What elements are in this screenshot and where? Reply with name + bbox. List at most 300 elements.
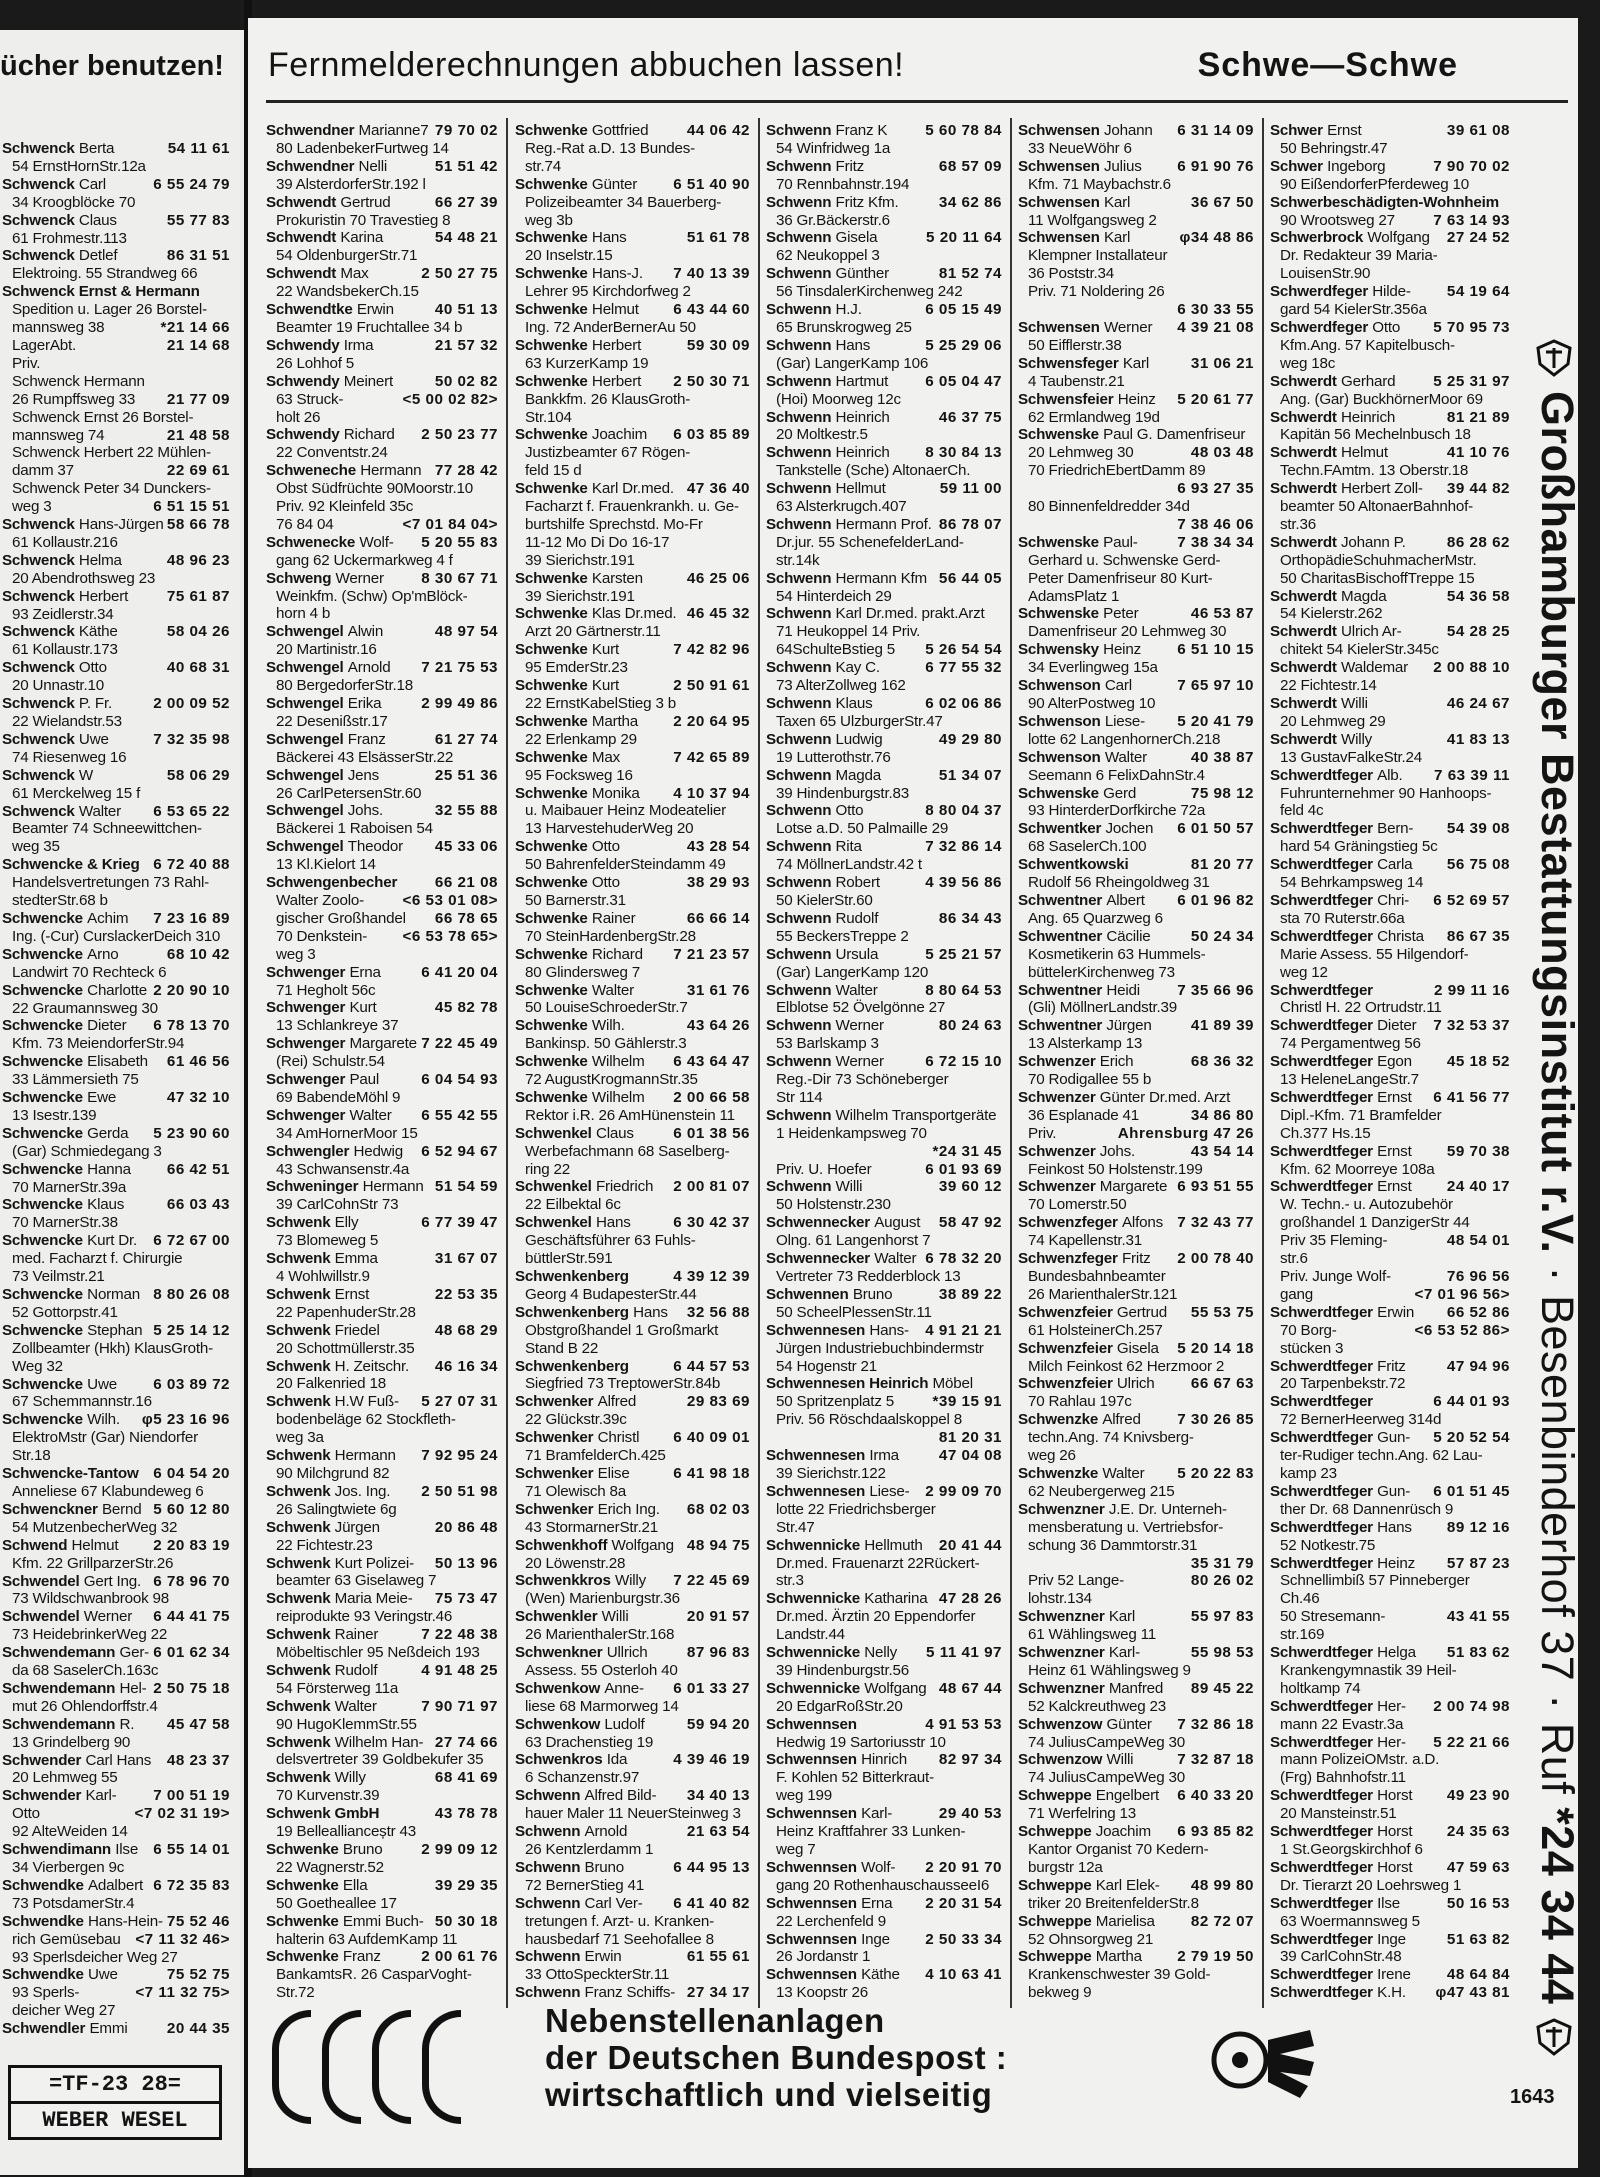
entry-phone: 7 32 86 14 bbox=[925, 838, 1002, 856]
directory-entry bbox=[1018, 1035, 1254, 1053]
entry-detail: Polizeibeamter 34 Bauerberg- bbox=[525, 193, 722, 211]
entry-detail: 74 JuliusCampeWeg 30 bbox=[1028, 1733, 1185, 1751]
directory-entry bbox=[515, 498, 750, 516]
directory-entry bbox=[766, 1501, 1002, 1519]
entry-detail: 39 Hindenburgstr.83 bbox=[776, 784, 909, 802]
entry-phone: 66 66 14 bbox=[686, 909, 750, 927]
entry-phone: <7 01 96 56> bbox=[1414, 1285, 1510, 1303]
directory-entry bbox=[1018, 1823, 1254, 1841]
entry-phone: 66 21 08 bbox=[434, 874, 498, 892]
entry-detail: 54 ErnstHornStr.12a bbox=[12, 157, 146, 175]
entry-detail: Vertreter 73 Redderblock 13 bbox=[776, 1268, 961, 1285]
entry-name: Schwendel bbox=[2, 1608, 80, 1626]
entry-name: Schwencke bbox=[2, 1160, 83, 1178]
directory-entry bbox=[766, 1680, 1002, 1698]
entry-detail: Elektroing. 55 Strandweg 66 bbox=[12, 265, 198, 283]
entry-phone: 61 55 61 bbox=[686, 1948, 750, 1966]
directory-entry bbox=[766, 1984, 1002, 2002]
entry-detail: Cäcilie bbox=[1106, 927, 1151, 945]
directory-entry bbox=[1270, 1071, 1510, 1089]
entry-name: Schwerdtfeger bbox=[1270, 1966, 1373, 1984]
directory-entry bbox=[515, 1465, 750, 1483]
entry-detail: Anne- bbox=[604, 1679, 644, 1697]
directory-entry bbox=[2, 1537, 230, 1555]
entry-detail: Heinz bbox=[1377, 1554, 1415, 1572]
directory-entry bbox=[2, 1340, 230, 1358]
directory-entry bbox=[1270, 176, 1510, 194]
directory-entry bbox=[515, 140, 750, 158]
directory-entry bbox=[2, 1823, 230, 1841]
entry-detail: 70 FriedrichEbertDamm 89 bbox=[1028, 462, 1206, 480]
entry-phone: 6 03 89 72 bbox=[153, 1375, 230, 1393]
entry-phone: 7 21 75 53 bbox=[421, 659, 498, 677]
entry-detail: Walter bbox=[1102, 1464, 1145, 1482]
entry-detail: 4 Wohlwillstr.9 bbox=[276, 1268, 370, 1285]
entry-phone: 41 89 39 bbox=[1190, 1017, 1254, 1035]
directory-entry bbox=[766, 964, 1002, 982]
entry-name: Schwenck bbox=[2, 730, 75, 748]
entry-detail: Rainer bbox=[334, 1626, 379, 1644]
entry-detail: 56 TinsdalerKirchenweg 242 bbox=[776, 283, 963, 301]
entry-detail: Magda bbox=[1341, 587, 1387, 605]
entry-detail: August bbox=[874, 1214, 921, 1232]
directory-entry bbox=[766, 1125, 1002, 1143]
entry-detail: 70 Rodigallee 55 b bbox=[1028, 1071, 1152, 1089]
entry-detail: Günter bbox=[591, 175, 638, 193]
directory-entry bbox=[515, 1107, 750, 1125]
entry-phone: <6 53 01 08> bbox=[402, 891, 498, 909]
directory-entry bbox=[1270, 1286, 1510, 1304]
entry-detail: 90 Wrootsweg 27 bbox=[1280, 211, 1395, 229]
entry-detail: 73 PotsdamerStr.4 bbox=[12, 1894, 135, 1912]
entry-name: Schwenke bbox=[266, 1948, 339, 1966]
entry-name: Schwerdtfeger bbox=[1270, 1823, 1373, 1841]
directory-entry bbox=[266, 1787, 498, 1805]
entry-phone: 27 74 66 bbox=[434, 1733, 498, 1751]
entry-name: Schwenkow bbox=[515, 1679, 601, 1697]
entry-detail: Hans bbox=[835, 336, 871, 354]
entry-name: Schwencke & Krieg bbox=[2, 856, 140, 874]
entry-detail: weg 18c bbox=[1280, 354, 1336, 372]
directory-entry bbox=[266, 1555, 498, 1573]
facing-page bbox=[0, 30, 244, 2175]
directory-entry bbox=[766, 1304, 1002, 1322]
directory-entry bbox=[1270, 426, 1510, 444]
directory-entry bbox=[266, 122, 498, 140]
directory-entry bbox=[2, 2020, 230, 2035]
entry-detail: Weg 32 bbox=[12, 1357, 63, 1375]
entry-detail: Karl- bbox=[861, 1805, 893, 1823]
directory-entry bbox=[515, 1734, 750, 1752]
directory-entry bbox=[766, 856, 1002, 874]
entry-detail: 90 AlterPostweg 10 bbox=[1028, 695, 1156, 712]
directory-entry bbox=[515, 767, 750, 785]
entry-detail: Walter bbox=[874, 1250, 917, 1268]
directory-entry bbox=[515, 695, 750, 713]
directory-entry bbox=[1270, 462, 1510, 480]
entry-detail: 90 Milchgrund 82 bbox=[276, 1464, 390, 1482]
directory-entry bbox=[266, 1196, 498, 1214]
entry-detail: 69 BabendeMöhl 9 bbox=[276, 1088, 401, 1106]
entry-phone: 7 38 46 06 bbox=[1177, 515, 1254, 533]
directory-entry bbox=[515, 641, 750, 659]
entry-detail: Gerhard bbox=[1341, 372, 1396, 390]
directory-entry bbox=[766, 176, 1002, 194]
column-divider bbox=[758, 118, 760, 2008]
entry-phone: 6 05 04 47 bbox=[925, 372, 1002, 390]
entry-phone: 5 20 52 54 bbox=[1433, 1429, 1510, 1447]
directory-entry bbox=[515, 1805, 750, 1823]
entry-detail: 72 BernerStieg 41 bbox=[525, 1876, 645, 1894]
directory-entry bbox=[1270, 534, 1510, 552]
entry-name: Schwengel bbox=[266, 802, 344, 820]
entry-detail: Ernst bbox=[334, 1285, 370, 1303]
entry-detail: Friedrich bbox=[595, 1178, 654, 1196]
entry-name: Schwennicke bbox=[766, 1679, 861, 1697]
directory-entry bbox=[2, 588, 230, 606]
entry-name: Schwender bbox=[2, 1751, 82, 1769]
entry-name: Schwenck bbox=[2, 802, 75, 820]
directory-entry bbox=[1018, 1913, 1254, 1931]
directory-entry bbox=[515, 176, 750, 194]
entry-name: Schwenk bbox=[266, 1554, 331, 1572]
listing-column-4 bbox=[1018, 122, 1254, 2003]
entry-phone: 47 32 10 bbox=[166, 1089, 230, 1107]
entry-detail: 71 Heukoppel 14 Priv. bbox=[776, 623, 921, 641]
entry-detail: Anneliese 67 Klabundeweg 6 bbox=[12, 1482, 204, 1500]
entry-detail: Richard bbox=[591, 945, 643, 963]
entry-phone: 47 94 96 bbox=[1446, 1357, 1510, 1375]
directory-entry bbox=[2, 337, 230, 355]
entry-phone: 29 40 53 bbox=[938, 1805, 1002, 1823]
entry-detail: Hanna bbox=[87, 1160, 131, 1178]
entry-phone: 54 28 25 bbox=[1446, 623, 1510, 641]
directory-entry bbox=[266, 1680, 498, 1698]
entry-detail: R. bbox=[119, 1715, 135, 1733]
entry-detail: gang 20 RothenhauschausseeI6 bbox=[776, 1876, 990, 1894]
directory-entry bbox=[1270, 301, 1510, 319]
entry-detail: Maria Meie- bbox=[334, 1590, 413, 1608]
directory-entry bbox=[766, 1716, 1002, 1734]
directory-entry bbox=[1018, 1125, 1254, 1143]
entry-detail: Ch.377 Hs.15 bbox=[1280, 1124, 1371, 1142]
entry-detail: 52 Ohnsorgweg 21 bbox=[1028, 1930, 1154, 1948]
entry-detail: chitekt 54 KielerStr.345c bbox=[1280, 641, 1439, 659]
entry-phone: 8 30 67 71 bbox=[421, 569, 498, 587]
entry-detail: H. Zeitschr. bbox=[334, 1357, 410, 1375]
entry-phone: 6 72 35 83 bbox=[153, 1876, 230, 1894]
entry-name: Schweppe bbox=[1018, 1823, 1092, 1841]
entry-name: Schwerdfeger bbox=[1270, 283, 1369, 301]
entry-detail: 34 Kroogblöcke 70 bbox=[12, 193, 136, 211]
entry-phone: 46 37 75 bbox=[938, 408, 1002, 426]
entry-detail: Monika bbox=[591, 784, 640, 802]
entry-phone: 38 29 93 bbox=[686, 874, 750, 892]
entry-detail: Erna bbox=[861, 1894, 893, 1912]
entry-detail: Franz K bbox=[835, 122, 888, 139]
directory-entry bbox=[266, 1358, 498, 1376]
directory-entry bbox=[266, 1143, 498, 1161]
directory-entry bbox=[2, 659, 230, 677]
page-header-slogan: Fernmelderechnungen abbuchen lassen! bbox=[268, 46, 905, 84]
entry-detail: Julius bbox=[1104, 157, 1142, 175]
entry-detail: 22 Conventstr.24 bbox=[276, 444, 388, 462]
entry-phone: 21 14 68 bbox=[166, 336, 230, 354]
entry-phone: 7 22 45 49 bbox=[421, 1035, 498, 1053]
page-header-range: Schwe—Schwe bbox=[1197, 46, 1458, 84]
directory-entry bbox=[2, 283, 230, 301]
directory-entry bbox=[1018, 1877, 1254, 1895]
listing-column-5 bbox=[1270, 122, 1510, 2003]
entry-detail: J.E. Dr. Unterneh- bbox=[1108, 1500, 1227, 1518]
directory-entry bbox=[266, 176, 498, 194]
entry-detail: Ulrich bbox=[1116, 1375, 1155, 1393]
directory-entry bbox=[766, 534, 1002, 552]
directory-entry bbox=[1018, 140, 1254, 158]
directory-entry bbox=[266, 695, 498, 713]
entry-detail: Gisela bbox=[1116, 1339, 1159, 1357]
entry-phone: 5 25 14 12 bbox=[153, 1321, 230, 1339]
entry-detail: Zollbeamter (Hkh) KlausGroth- bbox=[12, 1339, 213, 1357]
entry-phone: 5 20 41 79 bbox=[1177, 712, 1254, 730]
entry-detail: 54 Hogenstr 21 bbox=[776, 1357, 878, 1375]
entry-phone: 8 80 26 08 bbox=[153, 1286, 230, 1303]
directory-entry bbox=[1270, 1590, 1510, 1608]
directory-entry bbox=[2, 1429, 230, 1447]
entry-detail: Seemann 6 FelixDahnStr.4 bbox=[1028, 766, 1205, 784]
directory-entry bbox=[515, 1948, 750, 1966]
entry-phone: 49 23 90 bbox=[1446, 1787, 1510, 1805]
entry-detail: Spedition u. Lager 26 Borstel- bbox=[12, 301, 207, 319]
entry-phone: 21 63 54 bbox=[686, 1823, 750, 1841]
directory-entry bbox=[266, 462, 498, 480]
directory-entry bbox=[766, 1572, 1002, 1590]
directory-entry bbox=[766, 1483, 1002, 1501]
directory-entry bbox=[515, 265, 750, 283]
entry-phone: 59 70 38 bbox=[1446, 1142, 1510, 1160]
entry-phone: <7 02 31 19> bbox=[134, 1805, 230, 1823]
entry-detail: Landwirt 70 Rechteck 6 bbox=[12, 963, 167, 981]
entry-name: Schwengel bbox=[266, 695, 344, 712]
entry-name: Schwenn bbox=[766, 265, 832, 283]
directory-entry bbox=[2, 570, 230, 588]
directory-entry bbox=[766, 1250, 1002, 1268]
entry-detail: Erich Ing. bbox=[597, 1500, 660, 1518]
entry-phone: 6 30 42 37 bbox=[673, 1214, 750, 1232]
entry-phone: 59 94 20 bbox=[686, 1715, 750, 1733]
listing-column-3 bbox=[766, 122, 1002, 2003]
entry-detail: 50 ScheelPlessenStr.11 bbox=[776, 1303, 932, 1321]
entry-detail: Gerhard u. Schwenske Gerd- bbox=[1028, 551, 1221, 569]
entry-name: Schwenske bbox=[1018, 533, 1099, 551]
entry-phone: 68 10 42 bbox=[166, 945, 230, 963]
directory-entry bbox=[1018, 820, 1254, 838]
entry-detail: 70 Borg- bbox=[1280, 1321, 1337, 1339]
entry-phone: 6 30 33 55 bbox=[1177, 301, 1254, 319]
entry-detail: Johs. bbox=[347, 802, 384, 820]
directory-entry bbox=[515, 1268, 750, 1286]
entry-detail: Landstr.44 bbox=[776, 1626, 845, 1644]
entry-name: Schwenke bbox=[515, 909, 588, 927]
entry-detail: Christl bbox=[597, 1429, 640, 1447]
directory-entry bbox=[2, 1447, 230, 1465]
entry-detail: 39 Sierichstr.191 bbox=[525, 587, 635, 605]
directory-entry bbox=[1018, 1501, 1254, 1519]
entry-name: Schwenkenberg bbox=[515, 1268, 629, 1285]
entry-detail: 73 Veilmstr.21 bbox=[12, 1268, 105, 1286]
directory-entry bbox=[1270, 892, 1510, 910]
directory-entry bbox=[1270, 1608, 1510, 1626]
entry-phone: 7 00 51 19 bbox=[153, 1787, 230, 1805]
entry-phone: Ahrensburg 47 26 bbox=[1117, 1124, 1254, 1142]
entry-name: Schwennsen bbox=[766, 1751, 857, 1769]
entry-detail: mannsweg 38 bbox=[12, 319, 105, 337]
directory-entry bbox=[1270, 1537, 1510, 1555]
directory-entry bbox=[515, 1555, 750, 1573]
directory-entry bbox=[1018, 605, 1254, 623]
entry-detail: Walter bbox=[591, 981, 635, 999]
directory-entry bbox=[2, 1716, 230, 1734]
entry-name: Schwencke bbox=[2, 1017, 83, 1035]
entry-detail: Siegfried 73 TreptowerStr.84b bbox=[525, 1375, 721, 1393]
directory-entry bbox=[1018, 731, 1254, 749]
entry-phone: 2 00 66 58 bbox=[673, 1088, 750, 1106]
entry-detail: Joachim bbox=[591, 426, 648, 444]
entry-phone: <7 01 84 04> bbox=[402, 515, 498, 533]
entry-phone: 47 59 63 bbox=[1446, 1858, 1510, 1876]
listing-column-2 bbox=[515, 122, 750, 2003]
entry-phone: 58 04 26 bbox=[166, 623, 230, 641]
directory-entry bbox=[515, 409, 750, 427]
entry-detail: Carl bbox=[78, 175, 106, 193]
entry-detail: damm 37 bbox=[12, 462, 74, 480]
entry-detail: Karl Elek- bbox=[1095, 1876, 1160, 1894]
entry-phone: 8 80 04 37 bbox=[925, 802, 1002, 820]
entry-detail: Wilhelm Han- bbox=[334, 1733, 424, 1751]
entry-name: Schwenk bbox=[266, 1482, 331, 1500]
directory-entry bbox=[766, 1161, 1002, 1179]
entry-phone: 2 20 91 70 bbox=[925, 1858, 1002, 1876]
directory-entry bbox=[515, 212, 750, 230]
entry-detail: Gertrud bbox=[1116, 1303, 1167, 1321]
entry-detail: Ernst bbox=[1377, 1142, 1412, 1160]
entry-name: Schweppe bbox=[1018, 1948, 1092, 1966]
entry-detail: W. Techn.- u. Autozubehör bbox=[1280, 1196, 1453, 1214]
entry-name: Schwenzner bbox=[1018, 1679, 1105, 1697]
entry-name: Schwenn bbox=[515, 1823, 581, 1841]
stamp-line1: =TF-23 28= bbox=[48, 2072, 182, 2097]
entry-phone: 2 50 33 34 bbox=[925, 1930, 1002, 1948]
directory-entry bbox=[1018, 1787, 1254, 1805]
directory-entry bbox=[1018, 480, 1254, 498]
entry-detail: Hans bbox=[633, 1303, 668, 1321]
directory-entry bbox=[266, 1411, 498, 1429]
entry-detail: Hans-Jürgen bbox=[78, 516, 164, 534]
entry-name: Schwennsen bbox=[766, 1930, 857, 1948]
entry-detail: weg 35 bbox=[12, 838, 60, 856]
directory-entry bbox=[1018, 1859, 1254, 1877]
entry-phone: 5 20 55 83 bbox=[421, 533, 498, 551]
entry-name: Schwennecker bbox=[766, 1250, 870, 1268]
entry-detail: Helga bbox=[1377, 1644, 1416, 1662]
column-divider bbox=[1262, 118, 1264, 2008]
entry-detail: 13 Schlankreye 37 bbox=[276, 1017, 399, 1035]
entry-detail: 61 Kollaustr.173 bbox=[12, 641, 118, 659]
entry-detail: Schwenck Hermann bbox=[12, 372, 145, 390]
directory-entry bbox=[515, 856, 750, 874]
entry-name: Schweng bbox=[266, 569, 332, 587]
entry-detail: Walter Zoolo- bbox=[276, 891, 364, 909]
entry-detail: Bundesbahnbeamter bbox=[1028, 1268, 1166, 1285]
directory-entry bbox=[515, 1626, 750, 1644]
entry-detail: Hans-Hein- bbox=[88, 1912, 163, 1930]
directory-entry bbox=[266, 1125, 498, 1143]
entry-phone: 6 01 96 82 bbox=[1177, 891, 1254, 909]
entry-name: Schwendel bbox=[2, 1572, 80, 1590]
entry-name: Schwenk bbox=[266, 1321, 331, 1339]
entry-phone: *39 15 91 bbox=[932, 1393, 1002, 1411]
directory-entry bbox=[266, 641, 498, 659]
directory-entry bbox=[2, 1017, 230, 1035]
entry-detail: H.W Fuß- bbox=[334, 1393, 399, 1411]
entry-detail: Herbert Zoll- bbox=[1341, 480, 1423, 498]
directory-entry bbox=[266, 588, 498, 606]
directory-entry bbox=[266, 229, 498, 247]
directory-entry bbox=[1270, 1304, 1510, 1322]
directory-entry bbox=[1270, 588, 1510, 606]
entry-phone: 6 93 27 35 bbox=[1177, 480, 1254, 498]
entry-name: Schwenke bbox=[515, 426, 588, 444]
directory-entry bbox=[1270, 1447, 1510, 1465]
entry-detail: Kay C. bbox=[835, 659, 880, 677]
entry-detail: 13 HarvestehuderWeg 20 bbox=[525, 820, 694, 838]
entry-phone: 59 30 09 bbox=[686, 336, 750, 354]
entry-detail: Heidi bbox=[1106, 981, 1140, 999]
entry-phone: 38 89 22 bbox=[938, 1285, 1002, 1303]
entry-name: Schwerdtfeger bbox=[1270, 1518, 1373, 1536]
header-rule bbox=[266, 100, 1568, 103]
directory-entry bbox=[1018, 1053, 1254, 1071]
entry-name: Schwenn bbox=[766, 157, 832, 175]
entry-detail: 63 Alsterkrugch.407 bbox=[776, 498, 907, 516]
entry-detail: Carla bbox=[1377, 856, 1413, 874]
directory-entry bbox=[266, 820, 498, 838]
directory-entry bbox=[1018, 1071, 1254, 1089]
entry-name: Schwennecker bbox=[766, 1214, 870, 1232]
directory-entry bbox=[1018, 1841, 1254, 1859]
directory-entry bbox=[1270, 785, 1510, 803]
entry-detail: Geschäftsführer 63 Fuhls- bbox=[525, 1232, 696, 1250]
entry-name: Schwerdt bbox=[1270, 730, 1337, 748]
directory-entry bbox=[1018, 1984, 1254, 2002]
entry-detail: Gisela bbox=[835, 229, 878, 247]
directory-entry bbox=[1018, 588, 1254, 606]
entry-detail: Str.47 bbox=[776, 1518, 815, 1536]
entry-detail: Reg.-Dir 73 Schöneberger bbox=[776, 1071, 949, 1089]
directory-entry bbox=[1270, 1555, 1510, 1573]
directory-entry bbox=[515, 1232, 750, 1250]
entry-detail: ter-Rudiger techn.Ang. 62 Lau- bbox=[1280, 1447, 1483, 1465]
directory-entry bbox=[1270, 1805, 1510, 1823]
directory-entry bbox=[1018, 964, 1254, 982]
entry-detail: 26 Lohhof 5 bbox=[276, 354, 355, 372]
entry-phone: 4 10 63 41 bbox=[925, 1966, 1002, 1984]
directory-entry bbox=[766, 355, 1002, 373]
directory-entry bbox=[1270, 1966, 1510, 1984]
entry-name: Schwenn bbox=[766, 659, 832, 677]
directory-entry bbox=[1018, 1644, 1254, 1662]
entry-phone: 89 45 22 bbox=[1190, 1679, 1254, 1697]
